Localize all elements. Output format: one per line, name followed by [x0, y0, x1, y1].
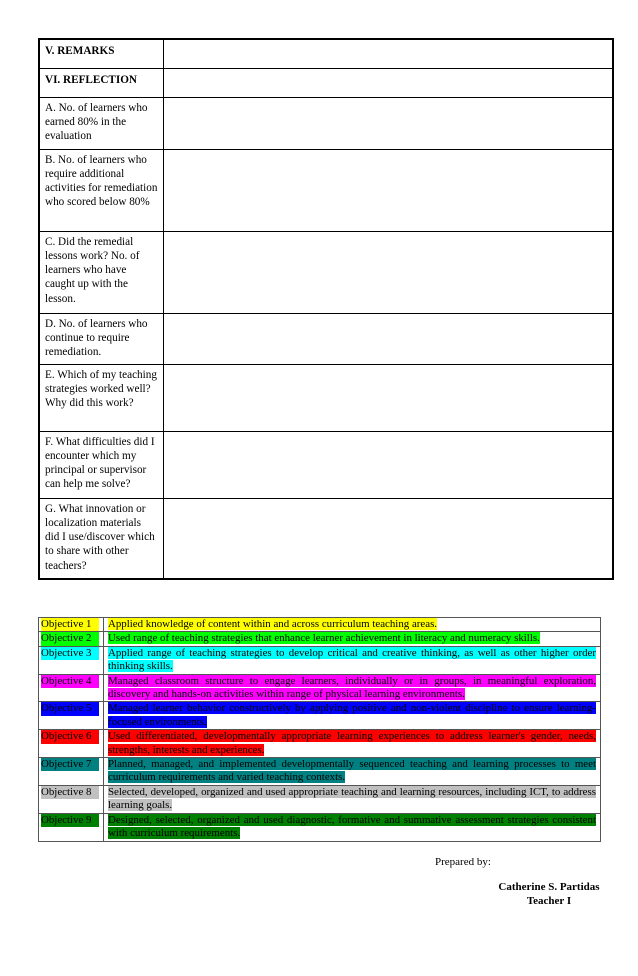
objective-label: Objective 5 — [41, 702, 99, 715]
objective-label: Objective 2 — [41, 632, 99, 645]
answer-cell[interactable] — [164, 231, 614, 313]
row-label: D. No. of learners who continue to require remediation. — [39, 313, 164, 364]
reflection-d-row — [39, 313, 613, 364]
signatory — [496, 880, 602, 908]
row-label: E. Which of my teaching strategies worked well? Why did this work? — [39, 364, 164, 431]
teacher-name: Catherine S. Partidas — [498, 881, 600, 893]
objective-row — [39, 674, 601, 702]
objective-row — [39, 813, 601, 841]
objective-row — [39, 632, 601, 646]
reflection-g-row — [39, 498, 613, 579]
reflection-b-row — [39, 149, 613, 231]
objective-label: Objective 9 — [41, 814, 99, 827]
objective-label: Objective 1 — [41, 618, 99, 631]
row-label: VI. REFLECTION — [39, 68, 164, 97]
objective-row — [39, 618, 601, 632]
objective-row — [39, 758, 601, 786]
reflection-cell[interactable] — [164, 68, 614, 97]
teacher-position: Teacher I — [526, 895, 572, 907]
reflection-f-row — [39, 431, 613, 498]
answer-cell[interactable] — [164, 431, 614, 498]
row-label: G. What innovation or localization materials did I use/discover which to share with other teachers? — [39, 498, 164, 579]
objective-label: Objective 7 — [41, 758, 99, 771]
prepared-by-label: Prepared by: — [435, 856, 491, 868]
objective-text: Applied range of teaching strategies to develop critical and creative thinking, as well as other higher order thinking skills. — [108, 646, 596, 673]
answer-cell[interactable] — [164, 498, 614, 579]
objective-text: Selected, developed, organized and used appropriate teaching and learning resources, including ICT, to address learning goals. — [108, 785, 596, 812]
objective-label: Objective 4 — [41, 675, 99, 688]
answer-cell[interactable] — [164, 149, 614, 231]
objective-text: Applied knowledge of content within and across curriculum teaching areas. — [108, 618, 438, 630]
reflection-e-row — [39, 364, 613, 431]
row-label: C. Did the remedial lessons work? No. of learners who have caught up with the lesson. — [39, 231, 164, 313]
remarks-row — [39, 39, 613, 68]
objective-text: Designed, selected, organized and used diagnostic, formative and summative assessment strategies consistent with curriculum requirements. — [108, 813, 596, 840]
objective-label: Objective 8 — [41, 786, 99, 799]
reflection-c-row — [39, 231, 613, 313]
objective-row — [39, 646, 601, 674]
remarks-cell[interactable] — [164, 39, 614, 68]
row-label: F. What difficulties did I encounter which my principal or supervisor can help me solve? — [39, 431, 164, 498]
answer-cell[interactable] — [164, 313, 614, 364]
objective-text: Planned, managed, and implemented developmentally sequenced teaching and learning processes to meet curriculum requirements and varied teaching contexts. — [108, 758, 596, 784]
objective-label: Objective 3 — [41, 647, 99, 660]
reflection-row — [39, 68, 613, 97]
objective-row — [39, 702, 601, 730]
answer-cell[interactable] — [164, 97, 614, 149]
row-label: V. REMARKS — [39, 39, 164, 68]
answer-cell[interactable] — [164, 364, 614, 431]
row-label: A. No. of learners who earned 80% in the evaluation — [39, 97, 164, 149]
row-label: B. No. of learners who require additional activities for remediation who scored below 80% — [39, 149, 164, 231]
reflection-a-row — [39, 97, 613, 149]
reflection-table — [38, 38, 614, 580]
objectives-table — [38, 617, 601, 842]
objective-text: Used differentiated, developmentally appropriate learning experiences to address learner's gender, needs, strengths, interests and experiences. — [108, 730, 596, 756]
objective-row — [39, 730, 601, 758]
objective-label: Objective 6 — [41, 730, 99, 743]
objective-text: Used range of teaching strategies that enhance learner achievement in literacy and numeracy skills. — [108, 632, 540, 645]
objective-text: Managed learner behavior constructively by applying positive and non-violent discipline to ensure learning-focused environments. — [108, 702, 596, 728]
objective-text: Managed classroom structure to engage learners, individually or in groups, in meaningful exploration, discovery and hands-on activities within range of physical learning environments. — [108, 674, 596, 701]
objective-row — [39, 785, 601, 813]
